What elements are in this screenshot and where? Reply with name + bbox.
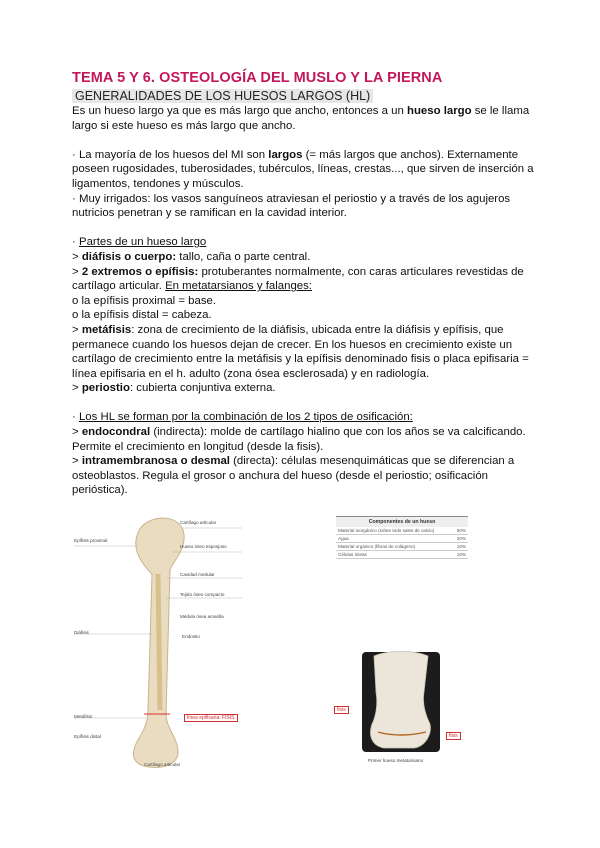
table-row: Material orgánico (fibras de colágeno) 10% (338, 544, 466, 549)
label-cartilago-articular-distal: Cartílago articular (144, 762, 181, 767)
intro-paragraph: Es un hueso largo ya que es más largo que ancho, entonces a un hueso largo se le llama largo si este hueso es más largo que ancho. (72, 105, 530, 132)
table-row: Material inorgánico (sobre todo sales de calcio) 50% (338, 528, 466, 533)
page-title: TEMA 5 Y 6. OSTEOLOGÍA DEL MUSLO Y LA PIERNA (72, 70, 443, 86)
label-medula-amarilla: Médula ósea amarilla (180, 614, 224, 619)
label-cavidad-medular: Cavidad medular (180, 572, 215, 577)
bone-components-table (336, 516, 468, 639)
long-bone-figure (74, 514, 244, 772)
fisis-box-right: fisis (446, 732, 461, 740)
parts-heading: · Partes de un hueso largo (72, 236, 207, 249)
label-metafisis: Metáfisis (74, 714, 93, 719)
item-epifisis: > 2 extremos o epífisis: protuberantes normalmente, con caras articulares revestidas de cartílago articular. En metatarsianos y falanges: (72, 265, 524, 293)
label-endostio: Endostio (182, 634, 200, 639)
metatarsal-figure (334, 646, 468, 772)
label-epifisis-proximal: Epífisis proximal (74, 538, 108, 543)
metatarsal-illustration (334, 646, 468, 772)
section-subtitle: GENERALIDADES DE LOS HUESOS LARGOS (HL) (72, 89, 373, 103)
item-diafisis: > diáfisis o cuerpo: tallo, caña o parte central. (72, 250, 311, 263)
paragraph-irrigados: · Muy irrigados: los vasos sanguíneos atraviesan el periostio y a través de los agujeros nutricios penetran y se ramifican en la cavidad interior. (72, 192, 511, 220)
item-metafisis: > metáfisis: zona de crecimiento de la diáfisis, ubicada entre la diáfisis y epífisis, que permanece cuando los huesos dejan de crecer. En los huesos en crecimiento existe un cartílago de crecimiento entre la metáfisis y la epífisis denominado fisis o placa epifisaria = línea epifisaria en el h. adulto (zona ósea esclerosada) y en radiología. (72, 323, 529, 380)
item-epifisis-distal: o la epífisis distal = cabeza. (72, 309, 212, 322)
fisis-highlight-box: línea epifisaria: FISIS (184, 714, 238, 722)
label-tejido-compacto: Tejido óseo compacto (180, 592, 225, 597)
item-epifisis-proximal: o la epífisis proximal = base. (72, 294, 217, 307)
fisis-box-left: fisis (334, 706, 349, 714)
label-cartilago-articular: Cartílago articular (180, 520, 217, 525)
label-hueso-esponjoso: Hueso óseo esponjoso (180, 544, 227, 549)
table-title: Componentes de un hueso (336, 517, 468, 527)
label-epifisis-distal: Epífisis distal (74, 734, 101, 739)
table-row: Agua 20% (338, 536, 466, 541)
ossification-heading: · Los HL se forman por la combinación de los 2 tipos de osificación: (72, 411, 413, 424)
item-intramembranosa: > intramembranosa o desmal (directa): células mesenquimáticas que se diferencian a osteoblastos. Regula el grosor o anchura del hueso (desde el periostio; osificación perióstica). (72, 455, 515, 497)
label-diafisis: Diáfisis (74, 630, 89, 635)
metatarsal-caption: Primer hueso metatarsiano (368, 758, 424, 763)
table-row: Células óseas 10% (338, 552, 466, 557)
item-endocondral: > endocondral (indirecta): molde de cartílago hialino que con los años se va calcificando. Permite el crecimiento en longitud (desde la fisis). (72, 426, 526, 453)
item-periostio: > periostio: cubierta conjuntiva externa. (72, 382, 276, 395)
body-text (72, 104, 542, 498)
paragraph-largos: · La mayoría de los huesos del MI son largos (= más largos que anchos). Externamente poseen rugosidades, tuberosidades, tubérculos, líneas, crestas..., que sirven de inserción a ligamentos, tendones y músculos. (72, 148, 534, 190)
